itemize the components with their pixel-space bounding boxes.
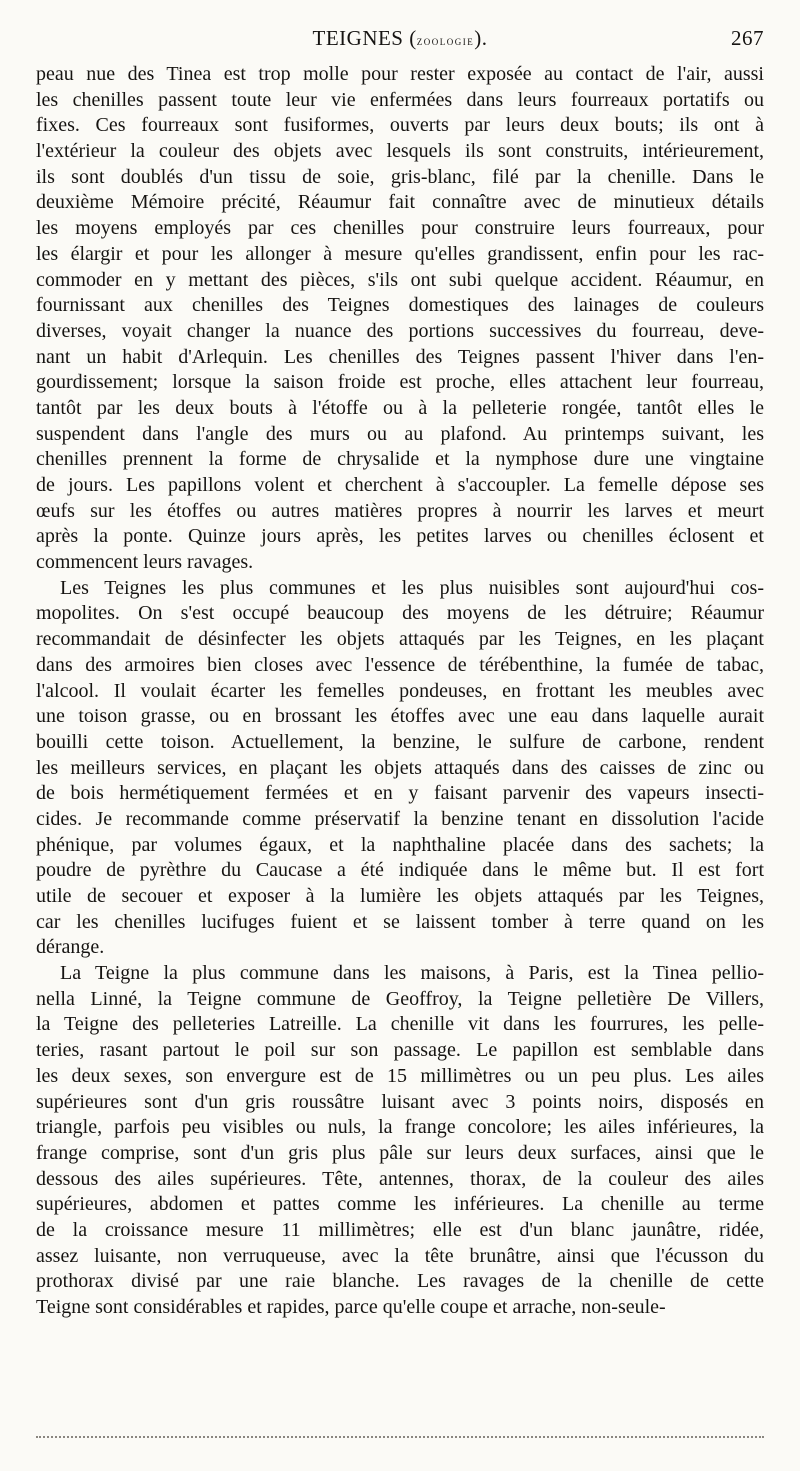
text-line: nant un habit d'Arlequin. Les chenilles des Teignes passent l'hiver dans l'en- bbox=[36, 345, 764, 368]
text-line: poudre de pyrèthre du Caucase a été indiquée dans le même but. Il est fort bbox=[36, 859, 764, 882]
text-line: les chenilles passent toute leur vie enfermées dans leurs fourreaux portatifs ou bbox=[36, 88, 764, 111]
text-line: œufs sur les étoffes ou autres matières propres à nourrir les larves et meurt bbox=[36, 499, 764, 522]
text-line: dérange. bbox=[36, 936, 105, 959]
header-title bbox=[36, 26, 764, 51]
header-paren-close: ). bbox=[474, 26, 488, 50]
paragraph bbox=[36, 576, 764, 961]
text-line: supérieures sont d'un gris roussâtre luisant avec 3 points noirs, disposés en bbox=[36, 1090, 764, 1113]
text-line: après la ponte. Quinze jours après, les petites larves ou chenilles éclosent et bbox=[36, 525, 764, 548]
text-line: prothorax divisé par une raie blanche. Les ravages de la chenille de cette bbox=[36, 1270, 764, 1293]
text-line: diverses, voyait changer la nuance des portions successives du fourreau, deve- bbox=[36, 319, 764, 342]
text-line: phénique, par volumes égaux, et la naphthaline placée dans des sachets; la bbox=[36, 833, 764, 856]
text-line: frange comprise, sont d'un gris plus pâle sur leurs deux surfaces, ainsi que le bbox=[36, 1141, 764, 1164]
text-line: gourdissement; lorsque la saison froide est proche, elles attachent leur fourreau, bbox=[36, 371, 764, 394]
text-line: triangle, parfois peu visibles ou nuls, la frange concolore; les ailes inférieures, la bbox=[36, 1116, 764, 1139]
text-line: bouilli cette toison. Actuellement, la benzine, le sulfure de carbone, rendent bbox=[36, 730, 764, 753]
text-line: de bois hermétiquement fermées et en y faisant parvenir des vapeurs insecti- bbox=[36, 782, 764, 805]
text-line: assez luisante, non verruqueuse, avec la tête brunâtre, ainsi que l'écusson du bbox=[36, 1244, 764, 1267]
text-line: La Teigne la plus commune dans les maisons, à Paris, est la Tinea pellio- bbox=[60, 962, 764, 985]
text-line: mopolites. On s'est occupé beaucoup des moyens de les détruire; Réaumur bbox=[36, 602, 764, 625]
paragraph bbox=[36, 62, 764, 576]
text-line: chenilles prennent la forme de chrysalide et la nymphose dure une vingtaine bbox=[36, 448, 764, 471]
running-header bbox=[36, 26, 764, 56]
text-line: commencent leurs ravages. bbox=[36, 551, 254, 574]
text-line: l'extérieur la couleur des objets avec lesquels ils sont construits, intérieurement, bbox=[36, 140, 764, 163]
text-line: une toison grasse, ou en brossant les étoffes avec une eau dans laquelle aurait bbox=[36, 705, 764, 728]
text-line: utile de secouer et exposer à la lumière les objets attaqués par les Teignes, bbox=[36, 885, 764, 907]
text-line: ils sont doublés d'un tissu de soie, gris-blanc, filé par la chenille. Dans le bbox=[36, 165, 764, 188]
text-line: supérieures, abdomen et pattes comme les inférieures. La chenille au terme bbox=[36, 1193, 764, 1216]
text-line: teries, rasant partout le poil sur son passage. Le papillon est semblable dans bbox=[36, 1039, 764, 1062]
body-text bbox=[36, 62, 764, 1321]
text-line: dessous des ailes supérieures. Tête, antennes, thorax, de la couleur des ailes bbox=[36, 1167, 764, 1190]
footer-dotted-rule bbox=[36, 1436, 764, 1438]
text-line: suspendent dans l'angle des murs ou au plafond. Au printemps suivant, les bbox=[36, 422, 764, 445]
text-line: les deux sexes, son envergure est de 15 millimètres ou un peu plus. Les ailes bbox=[36, 1064, 764, 1087]
page-number: 267 bbox=[731, 26, 764, 50]
text-line: les élargir et pour les allonger à mesure qu'elles grandissent, enfin pour les rac- bbox=[36, 242, 764, 265]
text-line: fournissant aux chenilles des Teignes domestiques des lainages de couleurs bbox=[36, 294, 764, 317]
text-line: dans des armoires bien closes avec l'essence de térébenthine, la fumée de tabac, bbox=[36, 653, 764, 676]
header-paren-open: ( bbox=[409, 26, 417, 50]
text-line: Les Teignes les plus communes et les plus nuisibles sont aujourd'hui cos- bbox=[60, 576, 764, 599]
text-line: cides. Je recommande comme préservatif la benzine tenant en dissolution l'acide bbox=[36, 807, 764, 830]
text-line: nella Linné, la Teigne commune de Geoffroy, la Teigne pelletière De Villers, bbox=[36, 987, 764, 1010]
text-line: deuxième Mémoire précité, Réaumur fait connaître avec de minutieux détails bbox=[36, 191, 764, 214]
text-line: commoder en y mettant des pièces, s'ils ont subi quelque accident. Réaumur, en bbox=[36, 268, 764, 291]
text-line: les meilleurs services, en plaçant les objets attaqués dans des caisses de zinc ou bbox=[36, 756, 764, 779]
text-line: tantôt par les deux bouts à l'étoffe ou à la pelleterie rongée, tantôt elles le bbox=[36, 396, 764, 419]
text-line: les moyens employés par ces chenilles pour construire leurs fourreaux, pour bbox=[36, 217, 764, 240]
text-line: recommandait de désinfecter les objets attaqués par les Teignes, en les plaçant bbox=[36, 628, 764, 651]
text-line: fixes. Ces fourreaux sont fusiformes, ouverts par leurs deux bouts; ils ont à bbox=[36, 114, 764, 137]
text-line: l'alcool. Il voulait écarter les femelles pondeuses, en frottant les meubles avec bbox=[36, 679, 764, 702]
text-line: de la croissance mesure 11 millimètres; elle est d'un blanc jaunâtre, ridée, bbox=[36, 1218, 764, 1241]
header-title-main: TEIGNES bbox=[312, 26, 404, 50]
text-line: la Teigne des pelleteries Latreille. La chenille vit dans les fourrures, les pelle- bbox=[36, 1013, 764, 1036]
text-line: Teigne sont considérables et rapides, parce qu'elle coupe et arrache, non-seule- bbox=[36, 1296, 666, 1318]
text-line: car les chenilles lucifuges fuient et se laissent tomber à terre quand on les bbox=[36, 910, 764, 933]
paragraph bbox=[36, 961, 764, 1321]
text-line: peau nue des Tinea est trop molle pour rester exposée au contact de l'air, aussi bbox=[36, 63, 764, 85]
text-line: de jours. Les papillons volent et cherchent à s'accoupler. La femelle dépose ses bbox=[36, 474, 764, 496]
header-title-sub: zoologie bbox=[416, 33, 475, 48]
